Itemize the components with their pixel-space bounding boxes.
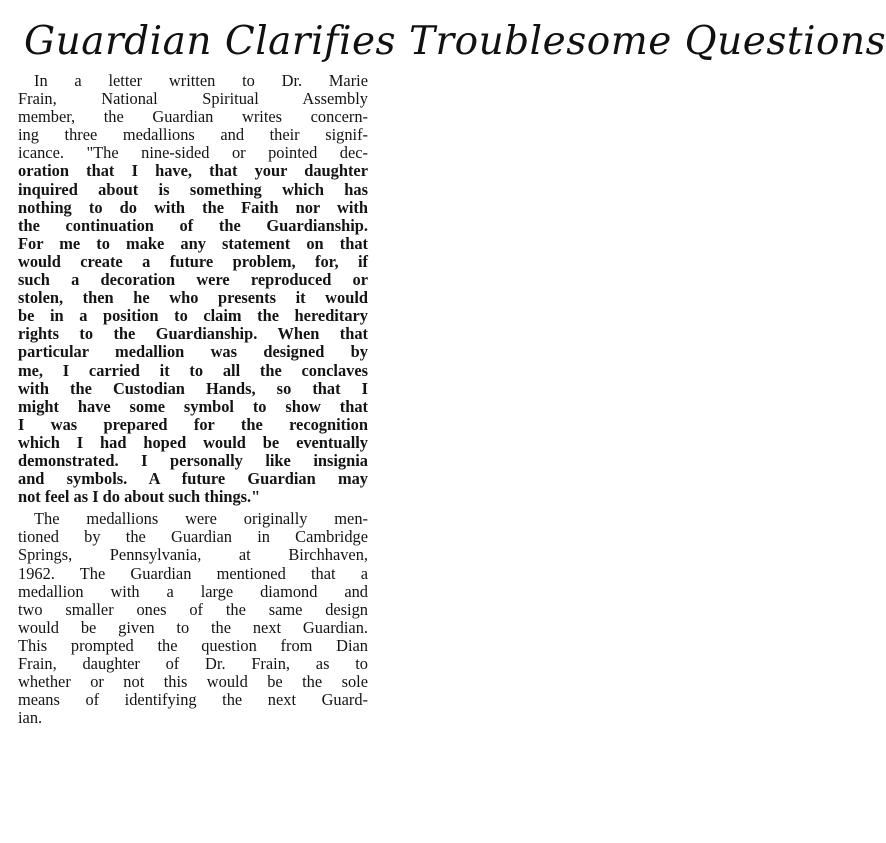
quote-line: be in a position to claim the hereditary	[18, 306, 368, 326]
text-line: ian.	[18, 708, 43, 728]
quote-line: nothing to do with the Faith nor with	[18, 197, 368, 217]
quote-line: which I had hoped would be eventually	[18, 432, 368, 452]
text-line: In a letter written to Dr. Marie	[34, 71, 368, 90]
quote-line: might have some symbol to show that	[18, 396, 368, 416]
text-line: ing three medallions and their signif-	[18, 125, 368, 145]
paragraph-1	[18, 72, 368, 506]
text-line: Springs, Pennsylvania, at Birchhaven,	[18, 545, 368, 565]
text-line: would be given to the next Guardian.	[18, 617, 368, 637]
text-line: medallion with a large diamond and	[18, 581, 368, 601]
text-line: whether or not this would be the sole	[18, 672, 368, 692]
text-line: two smaller ones of the same design	[18, 599, 368, 619]
quote-line: and symbols. A future Guardian may	[18, 469, 368, 489]
quote-line: demonstrated. I personally like insignia	[18, 450, 368, 470]
quote-line: such a decoration were reproduced or	[18, 270, 368, 290]
quote-line: with the Custodian Hands, so that I	[18, 378, 368, 398]
text-line: member, the Guardian writes concern-	[18, 107, 368, 127]
quote-line: not feel as I do about such things."	[18, 487, 261, 507]
paragraph-2	[18, 510, 368, 727]
quote-line: I was prepared for the recognition	[18, 414, 368, 434]
quote-line: would create a future problem, for, if	[18, 251, 368, 271]
quote-line: particular medallion was designed by	[18, 342, 368, 362]
text-line: means of identifying the next Guard-	[18, 690, 368, 710]
text-line: icance. "The nine-sided or pointed dec-	[18, 143, 368, 163]
text-line: This prompted the question from Dian	[18, 635, 368, 655]
text-line: Frain, National Spiritual Assembly	[18, 89, 368, 109]
text-line: tioned by the Guardian in Cambridge	[18, 527, 368, 547]
article-headline: Guardian Clarifies Troublesome Questions	[24, 19, 886, 64]
quote-line: the continuation of the Guardianship.	[18, 215, 368, 235]
text-line: The medallions were originally men-	[34, 509, 368, 529]
text-line: Frain, daughter of Dr. Frain, as to	[18, 654, 368, 673]
article-body	[18, 72, 368, 727]
text-line: 1962. The Guardian mentioned that a	[18, 563, 368, 583]
quote-line: me, I carried it to all the conclaves	[18, 360, 368, 380]
quote-line: stolen, then he who presents it would	[18, 288, 368, 308]
quote-line: For me to make any statement on that	[18, 233, 368, 253]
quote-line: inquired about is something which has	[18, 179, 368, 199]
quote-line: oration that I have, that your daughter	[18, 161, 368, 181]
quote-line: rights to the Guardianship. When that	[18, 324, 368, 344]
